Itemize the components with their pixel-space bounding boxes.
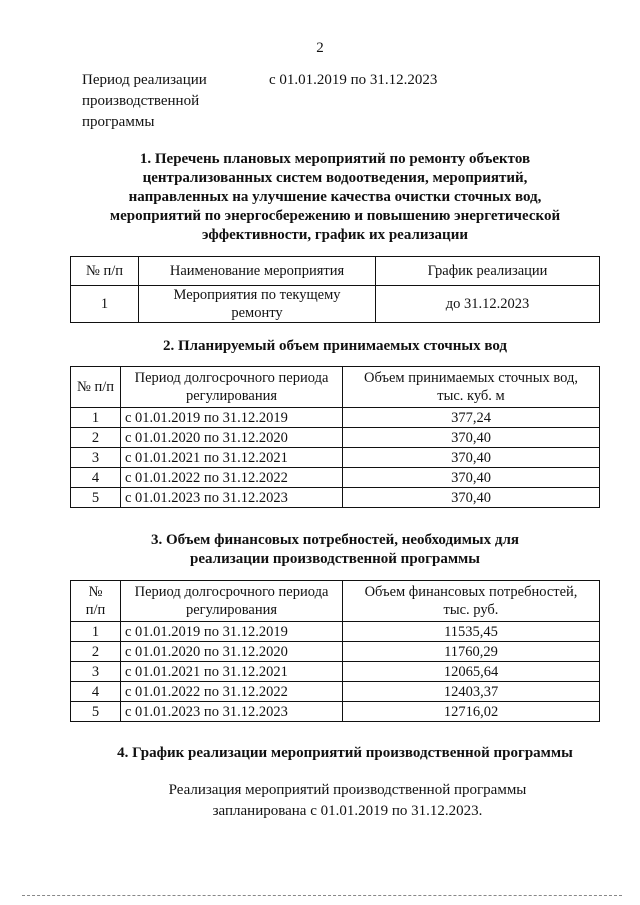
cell-num: 3 xyxy=(71,448,121,468)
wastewater-volume-table xyxy=(70,366,600,508)
header-volume: Объем принимаемых сточных вод, тыс. куб. м xyxy=(343,367,600,408)
table-row xyxy=(71,662,600,682)
section3-title: 3. Объем финансовых потребностей, необходимых для реализации производственной программы xyxy=(150,532,520,567)
cell-num: 5 xyxy=(71,488,121,508)
cell-finance: 11535,45 xyxy=(343,622,600,642)
cell-volume: 370,40 xyxy=(343,468,600,488)
table-row xyxy=(71,428,600,448)
cell-finance: 12716,02 xyxy=(343,702,600,722)
header-num: № п/п xyxy=(71,257,139,286)
table-row xyxy=(71,702,600,722)
section2-title: 2. Планируемый объем принимаемых сточных вод xyxy=(162,338,508,354)
table-row xyxy=(71,468,600,488)
header-period: Период долгосрочного периода регулирования xyxy=(121,581,343,622)
period-label: Период реализации производственной программы xyxy=(82,72,207,130)
cell-num: 4 xyxy=(71,468,121,488)
cell-period: с 01.01.2023 по 31.12.2023 xyxy=(121,702,343,722)
cell-period: с 01.01.2019 по 31.12.2019 xyxy=(121,408,343,428)
cell-num: 3 xyxy=(71,662,121,682)
cell-num: 2 xyxy=(71,428,121,448)
cell-volume: 370,40 xyxy=(343,428,600,448)
cell-period: с 01.01.2023 по 31.12.2023 xyxy=(121,488,343,508)
activities-table xyxy=(70,256,600,323)
cell-volume: 377,24 xyxy=(343,408,600,428)
cell-period: с 01.01.2020 по 31.12.2020 xyxy=(121,642,343,662)
table-header-row xyxy=(71,257,600,286)
period-value: с 01.01.2019 по 31.12.2023 xyxy=(269,72,438,88)
cell-period: с 01.01.2020 по 31.12.2020 xyxy=(121,428,343,448)
table-header-row xyxy=(71,367,600,408)
table-row xyxy=(71,448,600,468)
implementation-text: Реализация мероприятий производственной программы запланирована с 01.01.2019 по 31.12.2023. xyxy=(168,782,527,819)
cell-period: с 01.01.2021 по 31.12.2021 xyxy=(121,662,343,682)
cell-period: с 01.01.2022 по 31.12.2022 xyxy=(121,682,343,702)
table-row xyxy=(71,408,600,428)
cell-num: 1 xyxy=(71,408,121,428)
cell-volume: 370,40 xyxy=(343,488,600,508)
cell-volume: 370,40 xyxy=(343,448,600,468)
cell-num: 5 xyxy=(71,702,121,722)
financial-needs-table xyxy=(70,580,600,722)
header-name: Наименование мероприятия xyxy=(139,257,376,286)
table-row xyxy=(71,682,600,702)
cell-period: с 01.01.2022 по 31.12.2022 xyxy=(121,468,343,488)
cell-schedule: до 31.12.2023 xyxy=(376,286,600,323)
cell-finance: 11760,29 xyxy=(343,642,600,662)
cell-num: 1 xyxy=(71,622,121,642)
header-period: Период долгосрочного периода регулирования xyxy=(121,367,343,408)
cell-finance: 12403,37 xyxy=(343,682,600,702)
cell-period: с 01.01.2019 по 31.12.2019 xyxy=(121,622,343,642)
cell-num: 1 xyxy=(71,286,139,323)
table-row xyxy=(71,642,600,662)
cell-name: Мероприятия по текущему ремонту xyxy=(139,286,376,323)
cell-finance: 12065,64 xyxy=(343,662,600,682)
table-row xyxy=(71,286,600,323)
header-num: № п/п xyxy=(71,367,121,408)
header-schedule: График реализации xyxy=(376,257,600,286)
table-row xyxy=(71,622,600,642)
table-header-row xyxy=(71,581,600,622)
footer-divider xyxy=(22,895,622,896)
cell-period: с 01.01.2021 по 31.12.2021 xyxy=(121,448,343,468)
table-row xyxy=(71,488,600,508)
section4-title: 4. График реализации мероприятий производственной программы xyxy=(117,745,573,761)
cell-num: 4 xyxy=(71,682,121,702)
header-finance: Объем финансовых потребностей, тыс. руб. xyxy=(343,581,600,622)
section1-title: 1. Перечень плановых мероприятий по ремонту объектов централизованных систем водоотведения, мероприятий, направленных на улучшение качества очистки сточных вод, мероприятий по энергосбережению и повышению энергетической эффективности, график их реализации xyxy=(109,151,561,243)
header-num: № п/п xyxy=(71,581,121,622)
page-number: 2 xyxy=(316,40,324,56)
cell-num: 2 xyxy=(71,642,121,662)
